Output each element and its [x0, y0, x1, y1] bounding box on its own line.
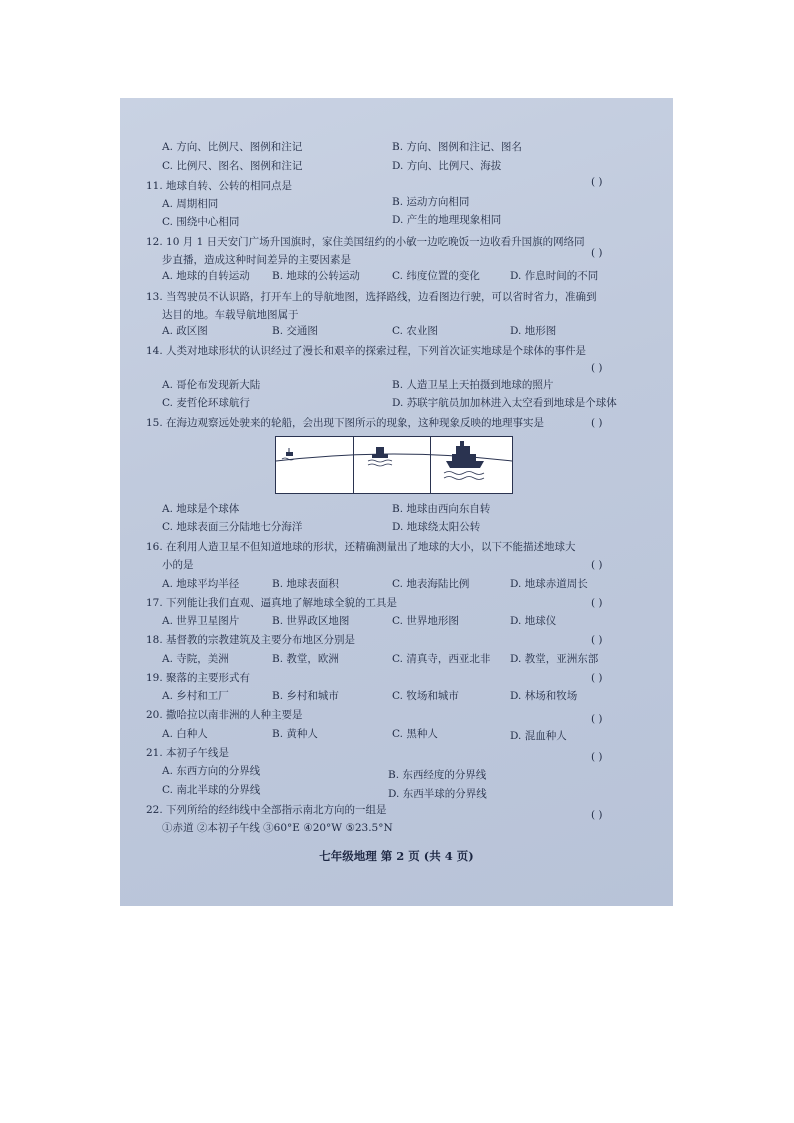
q16-stem-line2: 小的是	[162, 559, 194, 571]
q20-stem: 20. 撒哈拉以南非洲的人种主要是	[146, 709, 303, 721]
q11-stem: 11. 地球自转、公转的相同点是	[146, 180, 293, 192]
answer-paren: ( )	[591, 176, 603, 188]
q13-option-c: C. 农业图	[392, 325, 438, 337]
q20-option-c: C. 黑种人	[392, 728, 438, 740]
q14-option-b: B. 人造卫星上天拍摄到地球的照片	[392, 379, 554, 391]
q20-option-d: D. 混血种人	[510, 730, 567, 742]
answer-paren: ( )	[591, 672, 603, 684]
q13-option-d: D. 地形图	[510, 325, 557, 337]
q15-option-c: C. 地球表面三分陆地七分海洋	[162, 521, 303, 533]
q11-option-a: A. 周期相同	[162, 198, 219, 210]
q18-option-c: C. 清真寺，西亚北非	[392, 653, 491, 665]
answer-paren: ( )	[591, 713, 603, 725]
q14-option-c: C. 麦哲伦环球航行	[162, 397, 250, 409]
q11-option-d: D. 产生的地理现象相同	[392, 214, 502, 226]
q18-option-d: D. 教堂，亚洲东部	[510, 653, 599, 665]
q18-option-b: B. 教堂，欧洲	[272, 653, 339, 665]
q11-option-c: C. 围绕中心相同	[162, 216, 240, 228]
q12-option-b: B. 地球的公转运动	[272, 270, 360, 282]
ship-upper-icon	[368, 447, 392, 466]
answer-paren: ( )	[591, 559, 603, 571]
answer-paren: ( )	[591, 597, 603, 609]
q21-option-d: D. 东西半球的分界线	[388, 788, 487, 800]
q16-option-b: B. 地球表面积	[272, 578, 339, 590]
q20-option-a: A. 白种人	[162, 728, 208, 740]
ship-mast-icon	[282, 448, 294, 460]
q17-stem: 17. 下列能让我们直观、逼真地了解地球全貌的工具是	[146, 597, 398, 609]
q22-options: ①赤道 ②本初子午线 ③60°E ④20°W ⑤23.5°N	[162, 822, 393, 834]
q14-option-d: D. 苏联宇航员加加林进入太空看到地球是个球体	[392, 397, 617, 409]
q13-stem-line1: 13. 当驾驶员不认识路，打开车上的导航地图，选择路线，边看图边行驶，可以省时省力，准确到	[146, 291, 597, 303]
q19-option-b: B. 乡村和城市	[272, 690, 339, 702]
q15-option-d: D. 地球绕太阳公转	[392, 521, 481, 533]
q17-option-b: B. 世界政区地图	[272, 615, 350, 627]
q17-option-c: C. 世界地形图	[392, 615, 459, 627]
q19-option-a: A. 乡村和工厂	[162, 690, 229, 702]
q16-option-a: A. 地球平均半径	[162, 578, 240, 590]
q20-option-b: B. 黄种人	[272, 728, 318, 740]
q22-stem: 22. 下列所给的经纬线中全部指示南北方向的一组是	[146, 804, 387, 816]
q18-option-a: A. 寺院，美洲	[162, 653, 229, 665]
q19-option-d: D. 林场和牧场	[510, 690, 578, 702]
q11-option-b: B. 运动方向相同	[392, 196, 470, 208]
q10-option-c: C. 比例尺、图名、图例和注记	[162, 160, 303, 172]
answer-paren: ( )	[591, 751, 603, 763]
q17-option-a: A. 世界卫星图片	[162, 615, 240, 627]
q15-option-b: B. 地球由西向东自转	[392, 503, 491, 515]
q12-option-d: D. 作息时间的不同	[510, 270, 599, 282]
answer-paren: ( )	[591, 362, 603, 374]
exam-page-photo	[120, 98, 673, 906]
q21-stem: 21. 本初子午线是	[146, 747, 230, 759]
q12-option-c: C. 纬度位置的变化	[392, 270, 480, 282]
q19-option-c: C. 牧场和城市	[392, 690, 459, 702]
q21-option-c: C. 南北半球的分界线	[162, 784, 261, 796]
q10-option-a: A. 方向、比例尺、图例和注记	[162, 141, 303, 153]
horizon-svg	[276, 437, 512, 493]
sea-horizon-line	[276, 454, 512, 461]
q12-stem-line1: 12. 10 月 1 日天安门广场升国旗时，家住美国纽约的小敏一边吃晚饭一边收看升国旗的网络同	[146, 236, 585, 248]
ship-approach-figure	[275, 436, 513, 494]
q19-stem: 19. 聚落的主要形式有	[146, 672, 251, 684]
answer-paren: ( )	[591, 634, 603, 646]
q21-option-a: A. 东西方向的分界线	[162, 765, 261, 777]
q14-option-a: A. 哥伦布发现新大陆	[162, 379, 261, 391]
answer-paren: ( )	[591, 417, 603, 429]
q15-option-a: A. 地球是个球体	[162, 503, 240, 515]
answer-paren: ( )	[591, 247, 603, 259]
q13-option-a: A. 政区图	[162, 325, 208, 337]
q14-stem: 14. 人类对地球形状的认识经过了漫长和艰辛的探索过程，下列首次证实地球是个球体的事件是	[146, 345, 587, 357]
q10-option-b: B. 方向、图例和注记、图名	[392, 141, 522, 153]
page-footer: 七年级地理 第 2 页 (共 4 页)	[319, 849, 474, 863]
ship-full-icon	[444, 441, 484, 480]
q17-option-d: D. 地球仪	[510, 615, 557, 627]
q12-option-a: A. 地球的自转运动	[162, 270, 250, 282]
q21-option-b: B. 东西经度的分界线	[388, 769, 487, 781]
q15-stem: 15. 在海边观察远处驶来的轮船，会出现下图所示的现象，这种现象反映的地理事实是	[146, 417, 545, 429]
q13-stem-line2: 达目的地。车载导航地图属于	[162, 309, 299, 321]
q16-stem-line1: 16. 在利用人造卫星不但知道地球的形状，还精确测量出了地球的大小，以下不能描述地球大	[146, 541, 576, 553]
q16-option-c: C. 地表海陆比例	[392, 578, 470, 590]
q13-option-b: B. 交通图	[272, 325, 318, 337]
q10-option-d: D. 方向、比例尺、海拔	[392, 160, 502, 172]
answer-paren: ( )	[591, 809, 603, 821]
q12-stem-line2: 步直播，造成这种时间差异的主要因素是	[162, 254, 351, 266]
q18-stem: 18. 基督教的宗教建筑及主要分布地区分别是	[146, 634, 356, 646]
q16-option-d: D. 地球赤道周长	[510, 578, 588, 590]
